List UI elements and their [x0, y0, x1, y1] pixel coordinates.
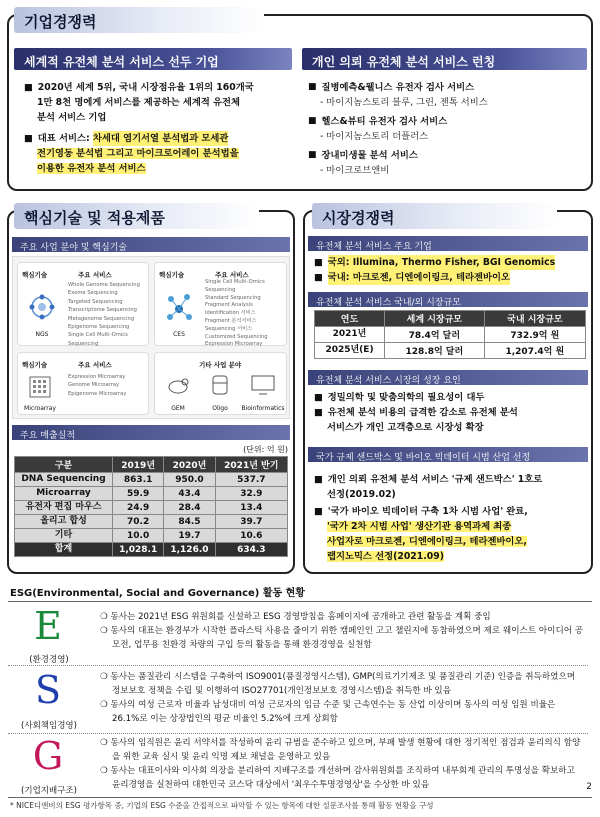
esg-row-g: G (기업지배구조) ❍ 동사의 임직원은 윤리 서약서를 작성하여 윤리 규범을 준수하고 있으며, 부패 발생 현황에 대한 정기적인 점검과 윤리의식 함양을 위한 교육 실시 및 윤리 익명 제보 채널을 운영하고 있음 ❍ 동사는 대표이사와 이사회 의장을 분리하여 지배구조를 개선하며 감사위원회를 조직하여 내부회계 관리의 투명성을 확보하고 윤리경영을 실천하여 대한민국 코스닥 대상에서 '최우수투명경영상'을 수상한 바 있음	[8, 734, 588, 796]
tech-title: 핵심기술 및 적용제품	[14, 203, 259, 229]
sandbox-list	[314, 472, 586, 564]
ngs-items: Whole Genome Sequencing Exome Sequencing Targeted Sequencing Transcriptome Sequencing Metagenome Sequencing Epigenome Sequencing Single Cell Multi-Omics Sequencing	[68, 282, 140, 347]
table-row: 2025년(E) 128.8억 달러 1,207.4억 원	[315, 343, 586, 359]
sandbox-item-2: ■ '국가 바이오 빅데이터 구축 1차 시범 사업' 완료, '국가 2차 시범 사업' 생산기관 용역과제 최종 사업자로 마크로젠, 디엔에이링크, 테라젠바이오, 랩지노믹스 선정(2021.09)	[314, 506, 528, 562]
esg-letter-g: G	[32, 734, 64, 778]
global-bullet-1: ■ 2020년 세계 5위, 국내 시장점유율 1위의 160개국 1만 8천 명에게 서비스를 제공하는 세계적 유전체 분석 서비스 기업	[24, 82, 254, 123]
growth-factors	[314, 390, 584, 435]
tech-diagram	[12, 256, 290, 419]
esg-divider	[8, 601, 592, 602]
table-row: 2021년 78.4억 달러 732.9억 원	[315, 327, 586, 343]
factor-2: ■ 유전체 분석 비용의 급격한 감소로 유전체 분석 서비스가 개인 고객층으로 시장성 확장	[314, 407, 518, 433]
sales-total-row: 합계 1,028.1 1,126.0 634.3	[15, 543, 288, 557]
esg-bottom-rule	[8, 797, 592, 798]
table-row: 올리고 합성 70.2 84.5 39.7	[15, 515, 288, 529]
personal-item-1: ■ 질병예측&웰니스 유전자 검사 서비스 - 마이지놈스토리 블루, 그린, 젠톡 서비스	[308, 80, 588, 110]
market-size-table	[314, 310, 586, 359]
microarray-icon	[28, 375, 52, 399]
sales-table	[14, 456, 288, 557]
esg-row-s: S (사회책임경영) ❍ 동사는 품질관리 시스템을 구축하여 ISO9001(품질경영시스템), GMP(의료기기제조 및 품질관리 기준) 인증을 취득하였으며 정보보호 정책을 수립 및 이행하여 ISO27701(개인정보보호 경영시스템)을 취득한 바 있음 ❍ 동사의 여성 근로자 비율과 남성대비 여성 근로자의 임금 수준 및 근속연수는 동 산업 이상이며 동사의 여성 임원 비율은 26.1%로 이는 상장법인의 평균 비율인 5.2%에 크게 상회함	[8, 666, 588, 734]
esg-letter-s: S	[34, 668, 62, 712]
personal-list	[308, 80, 588, 178]
personal-item-2: ■ 헬스&뷰티 유전자 검사 서비스 - 마이지놈스토리 더플러스	[308, 114, 588, 144]
ngs-icon	[26, 291, 58, 323]
market-bar-3: 유전체 분석 서비스 시장의 성장 요인	[308, 370, 588, 385]
microarray-card: 핵심기술 주요 서비스 Microarray Expression Microarray Genome Microarray Epigenome Microarray	[17, 352, 149, 415]
sales-rows	[15, 473, 288, 557]
sandbox-item-1: ■ 개인 의뢰 유전체 분석 서비스 '규제 샌드박스' 1호로 선정(2019.02)	[314, 474, 543, 500]
esg-letter-e: E	[34, 604, 62, 648]
market-size-header: 연도 세계 시장규모 국내 시장규모	[315, 311, 586, 327]
ces-icon	[165, 291, 195, 323]
esg-section	[8, 604, 588, 796]
table-row: Microarray 59.9 43.4 32.9	[15, 487, 288, 501]
ngs-card: 핵심기술 주요 서비스 NGS Whole Genome Sequencing Exome Sequencing Targeted Sequencing Transcriptome Sequencing Metagenome Sequencing Epigenome Sequencing Single Cell Multi-Omics Sequencing	[17, 262, 149, 346]
tech-bar-1: 주요 사업 분야 및 핵심기술	[12, 237, 290, 252]
global-list	[24, 80, 294, 176]
tech-bar-2: 주요 매출실적	[12, 425, 290, 440]
companies-list	[314, 255, 584, 285]
company-foreign: ■ 국외: Illumina, Thermo Fisher, BGI Genomics	[314, 257, 556, 268]
esg-title: ESG(Environmental, Social and Governance) 활동 현황	[10, 588, 305, 599]
market-bar-2: 유전체 분석 서비스 국내/외 시장규모	[308, 292, 588, 307]
market-bar-4: 국가 규제 샌드박스 및 바이오 빅데이터 시범 산업 선정	[308, 447, 588, 462]
oligo-icon	[207, 373, 233, 397]
page-number: 2	[586, 782, 592, 792]
sales-unit: (단위: 억 원)	[243, 445, 288, 454]
esg-row-e: E (환경경영) ❍ 동사는 2021년 ESG 위원회를 신설하고 ESG 경영방침을 홈페이지에 공개하고 관련 활동을 계획 중임 ❍ 동사의 대표는 환경부가 시작한 플라스틱 사용을 줄이기 위한 캠페인인 고고 챌린지에 동참하였으며 제로 웨이스트 아이디어 공모전, 업무용 친환경 차량의 구입 등의 활동을 통해 환경경영을 실천함	[8, 604, 588, 666]
sales-header-row: 구분 2019년 2020년 2021년 반기	[15, 457, 288, 473]
market-title: 시장경쟁력	[312, 203, 557, 229]
competition-title: 기업경쟁력	[14, 7, 264, 33]
bioinformatics-icon	[249, 373, 277, 397]
factor-1: ■ 정밀의학 및 맞춤의학의 필요성이 대두	[314, 392, 485, 403]
table-row: DNA Sequencing 863.1 950.0 537.7	[15, 473, 288, 487]
other-business-card: 기타 사업 분야 GEM Oligo Bioinformatics	[154, 352, 287, 415]
microarray-items: Expression Microarray Genome Microarray Epigenome Microarray	[68, 374, 127, 397]
ces-items: Single Cell Multi-Omics Sequencing Standard Sequencing Fragment Analysis Identification 서비스 Fragment 분석서비스 Sequencing 서비스 Customized Sequencing Expression Microarray	[205, 279, 268, 348]
ces-card: 핵심기술 주요 서비스 CES Single Cell Multi-Omics Sequencing Standard Sequencing Fragment Analysis Identification 서비스 Fragment 분석서비스 Sequencing 서비스 Customized Sequencing Expression Microarray	[154, 262, 287, 346]
table-row: 기타 10.0 19.7 10.6	[15, 529, 288, 543]
table-row: 유전자 편집 마우스 24.9 28.4 13.4	[15, 501, 288, 515]
gem-icon	[165, 373, 191, 397]
global-heading: 세계적 유전체 분석 서비스 선두 기업	[14, 48, 292, 70]
company-domestic: ■ 국내: 마크로젠, 디엔에이링크, 테라젠바이오	[314, 272, 510, 283]
esg-footnote: * NICE디앤비의 ESG 평가항목 중, 기업의 ESG 수준을 간접적으로 파악할 수 있는 항목에 대한 설문조사를 통해 활동 현황을 구성	[10, 801, 434, 810]
global-bullet-2: ■ 대표 서비스: 차세대 염기서열 분석법과 모세관 전기영동 분석법 그리고 마이크로어레이 분석법을 이용한 유전자 분석 서비스	[24, 133, 239, 174]
market-bar-1: 유전체 분석 서비스 주요 기업	[308, 236, 588, 251]
personal-item-3: ■ 장내미생물 분석 서비스 - 마이크로브앤비	[308, 148, 588, 178]
personal-heading: 개인 의뢰 유전체 분석 서비스 런칭	[302, 48, 587, 70]
